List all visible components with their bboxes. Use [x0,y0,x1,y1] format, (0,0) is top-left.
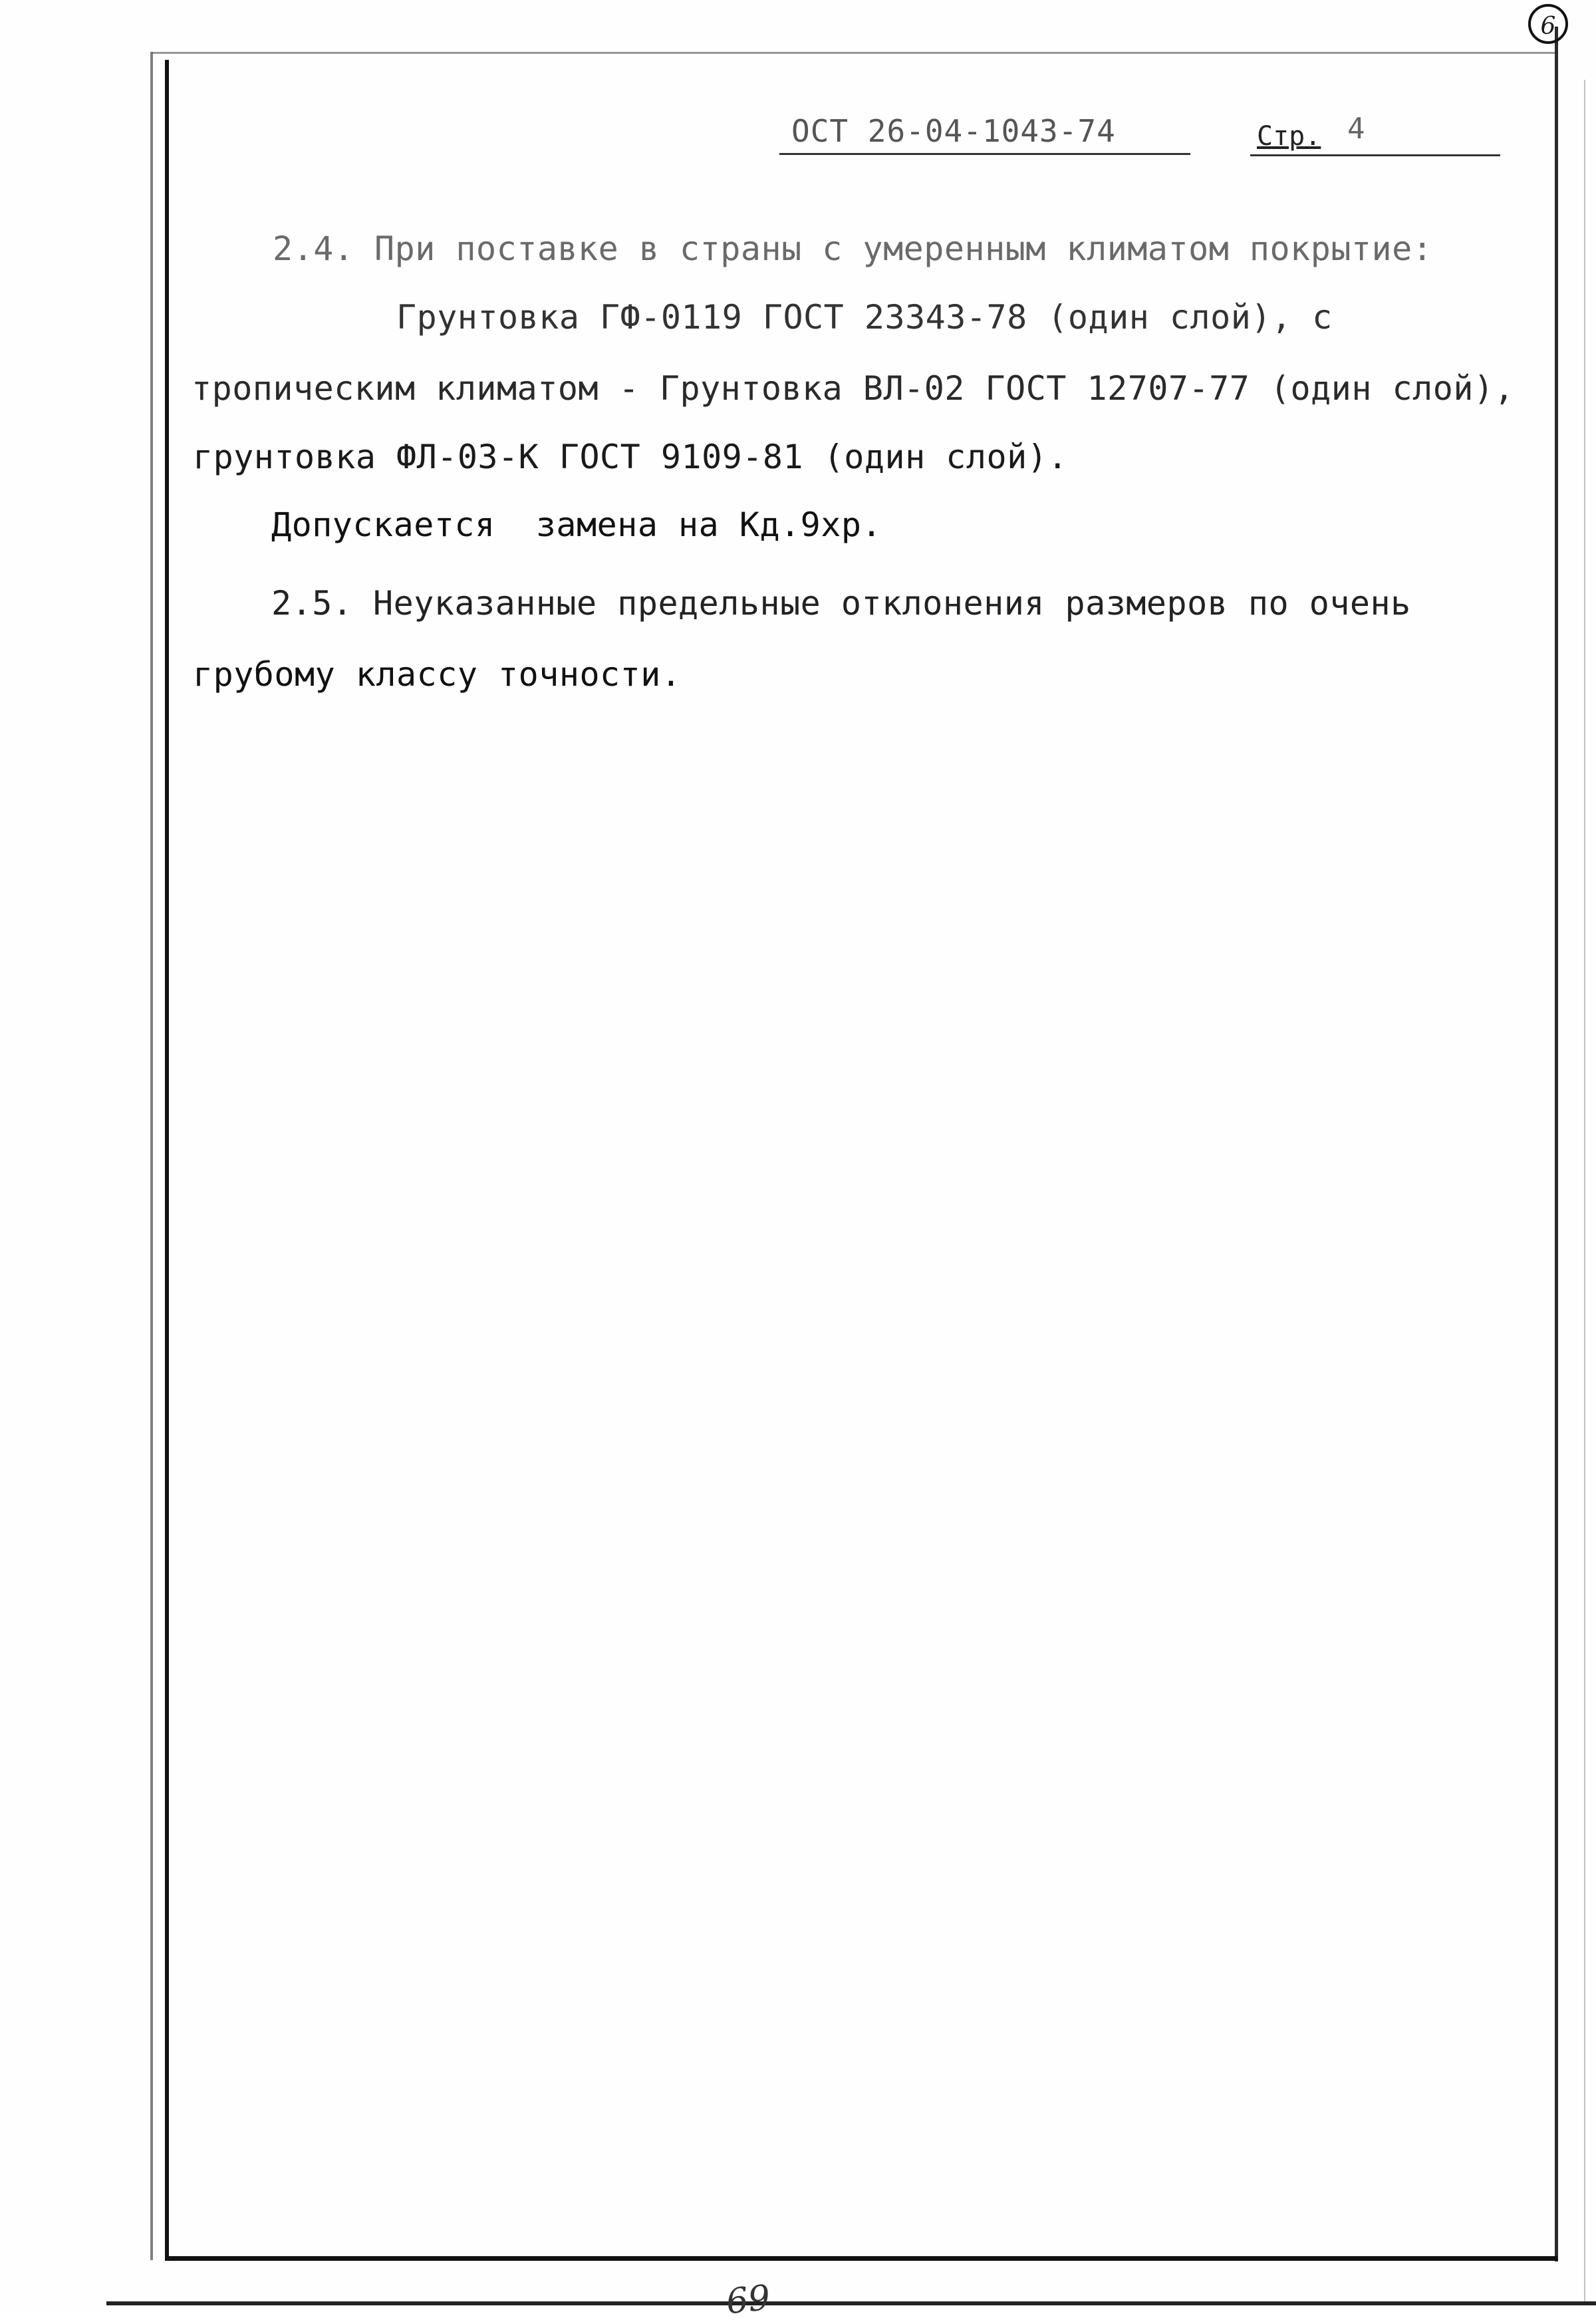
page-bottom-edge-line [106,2301,1596,2305]
text-line-replacement: Допускается замена на Кд.9хр. [271,506,882,544]
document-code: ОСТ 26-04-1043-74 [791,113,1116,149]
page-label: Стр. [1257,121,1321,152]
text-line-primer-fl: грунтовка ФЛ-03-К ГОСТ 9109-81 (один слой). [193,438,1068,476]
frame-bottom-line [165,2256,1557,2261]
text-line-2-5: 2.5. Неуказанные предельные отклонения размеров по очень [271,584,1411,623]
corner-stamp: 6 [1528,4,1568,44]
frame-top-line [152,52,1555,54]
text-line-2-4: 2.4. При поставке в страны с умеренным климатом покрытие: [273,229,1433,268]
document-code-underline [779,153,1190,155]
text-line-tropical: тропическим климатом - Грунтовка ВЛ-02 ГОСТ 12707-77 (один слой), [192,369,1515,408]
page-number-underline [1250,154,1500,156]
frame-right-line [1555,27,1558,2261]
text-line-primer-gf: Грунтовка ГФ-0119 ГОСТ 23343-78 (один слой), с [396,298,1333,337]
text-line-accuracy: грубому классу точности. [193,655,682,694]
sheet-number: 69 [724,2277,773,2322]
frame-left-outer-line [150,52,153,2260]
page-number: 4 [1347,112,1365,146]
frame-left-line [165,60,169,2258]
margin-line [1584,80,1585,2301]
